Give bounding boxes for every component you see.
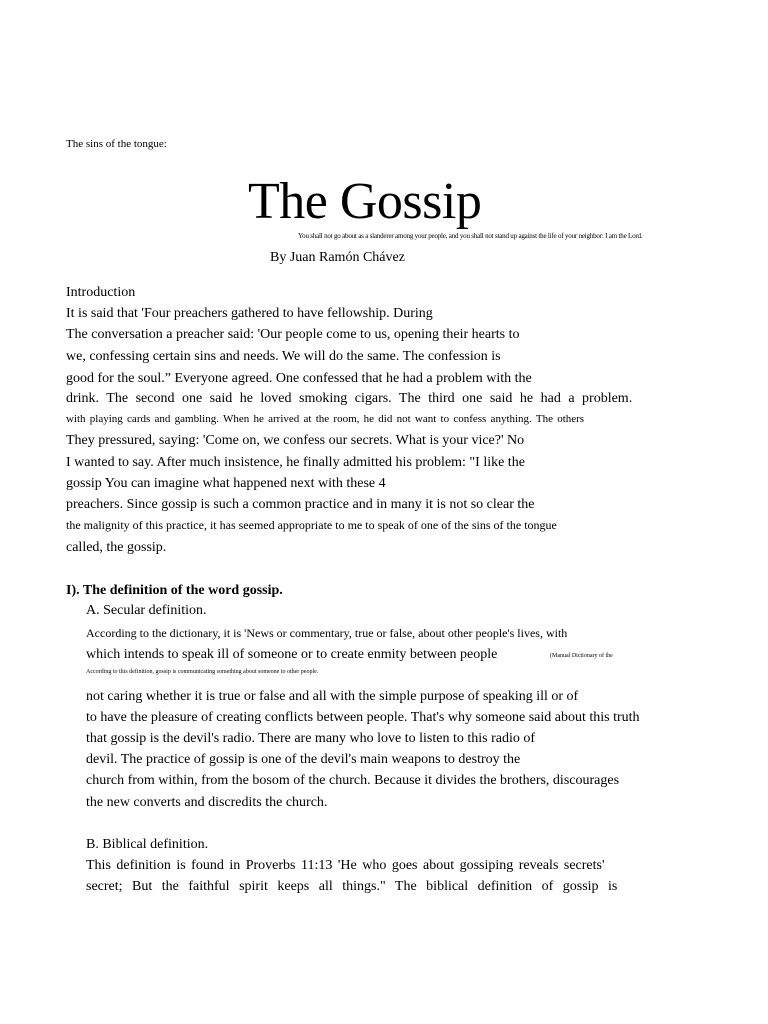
secular-line: According to the dictionary, it is 'News or commentary, true or false, about other people's lives, with (86, 626, 568, 640)
intro-line: the malignity of this practice, it has seemed appropriate to me to speak of one of the sins of the tongue (66, 518, 557, 532)
secular-line: the new converts and discredits the church. (86, 795, 328, 810)
series-label: The sins of the tongue: (66, 138, 167, 150)
footnote-reference: (Manual Dictionary of the (550, 653, 613, 659)
secular-line: church from within, from the bosom of the church. Because it divides the brothers, discourages (86, 773, 620, 788)
epigraph: You shall not go about as a slanderer among your people, and you shall not stand up against the life of your neighbor: I am the Lord. (298, 232, 643, 240)
subsection-heading-secular: A. Secular definition. (86, 603, 207, 618)
introduction-heading: Introduction (66, 285, 136, 300)
biblical-line: This definition is found in Proverbs 11:13 'He who goes about gossiping reveals secrets' (86, 858, 605, 873)
secular-line: that gossip is the devil's radio. There are many who love to listen to this radio of (86, 731, 536, 746)
intro-line: preachers. Since gossip is such a common practice and in many it is not so clear the (66, 497, 535, 512)
intro-line: called, the gossip. (66, 540, 167, 555)
section-heading: I). The definition of the word gossip. (66, 583, 283, 598)
intro-line: They pressured, saying: 'Come on, we confess our secrets. What is your vice?' No (66, 433, 525, 448)
intro-line: It is said that 'Four preachers gathered to have fellowship. During (66, 306, 433, 321)
intro-line: The conversation a preacher said: 'Our people come to us, opening their hearts to (66, 327, 520, 342)
intro-line: good for the soul.” Everyone agreed. One confessed that he had a problem with the (66, 371, 532, 386)
secular-line: which intends to speak ill of someone or to create enmity between people (86, 647, 498, 662)
document-title: The Gossip (248, 173, 482, 230)
intro-line: I wanted to say. After much insistence, he finally admitted his problem: "I like the (66, 455, 525, 470)
author-byline: By Juan Ramón Chávez (270, 250, 405, 265)
intro-line: drink. The second one said he loved smoking cigars. The third one said he had a problem. (66, 391, 633, 406)
secular-line: to have the pleasure of creating conflicts between people. That's why someone said about this truth (86, 710, 640, 725)
intro-line: we, confessing certain sins and needs. We will do the same. The confession is (66, 349, 501, 364)
biblical-line: secret; But the faithful spirit keeps all things." The biblical definition of gossip is (86, 879, 618, 894)
subsection-heading-biblical: B. Biblical definition. (86, 837, 209, 852)
intro-line: with playing cards and gambling. When he arrived at the room, he did not want to confess anything. The others (66, 413, 585, 425)
secular-line: devil. The practice of gossip is one of the devil's main weapons to destroy the (86, 752, 521, 767)
footnote-text: According to this definition, gossip is communicating something about someone to other people. (86, 669, 319, 675)
intro-line: gossip You can imagine what happened next with these 4 (66, 476, 386, 491)
secular-line: not caring whether it is true or false and all with the simple purpose of speaking ill or of (86, 689, 579, 704)
